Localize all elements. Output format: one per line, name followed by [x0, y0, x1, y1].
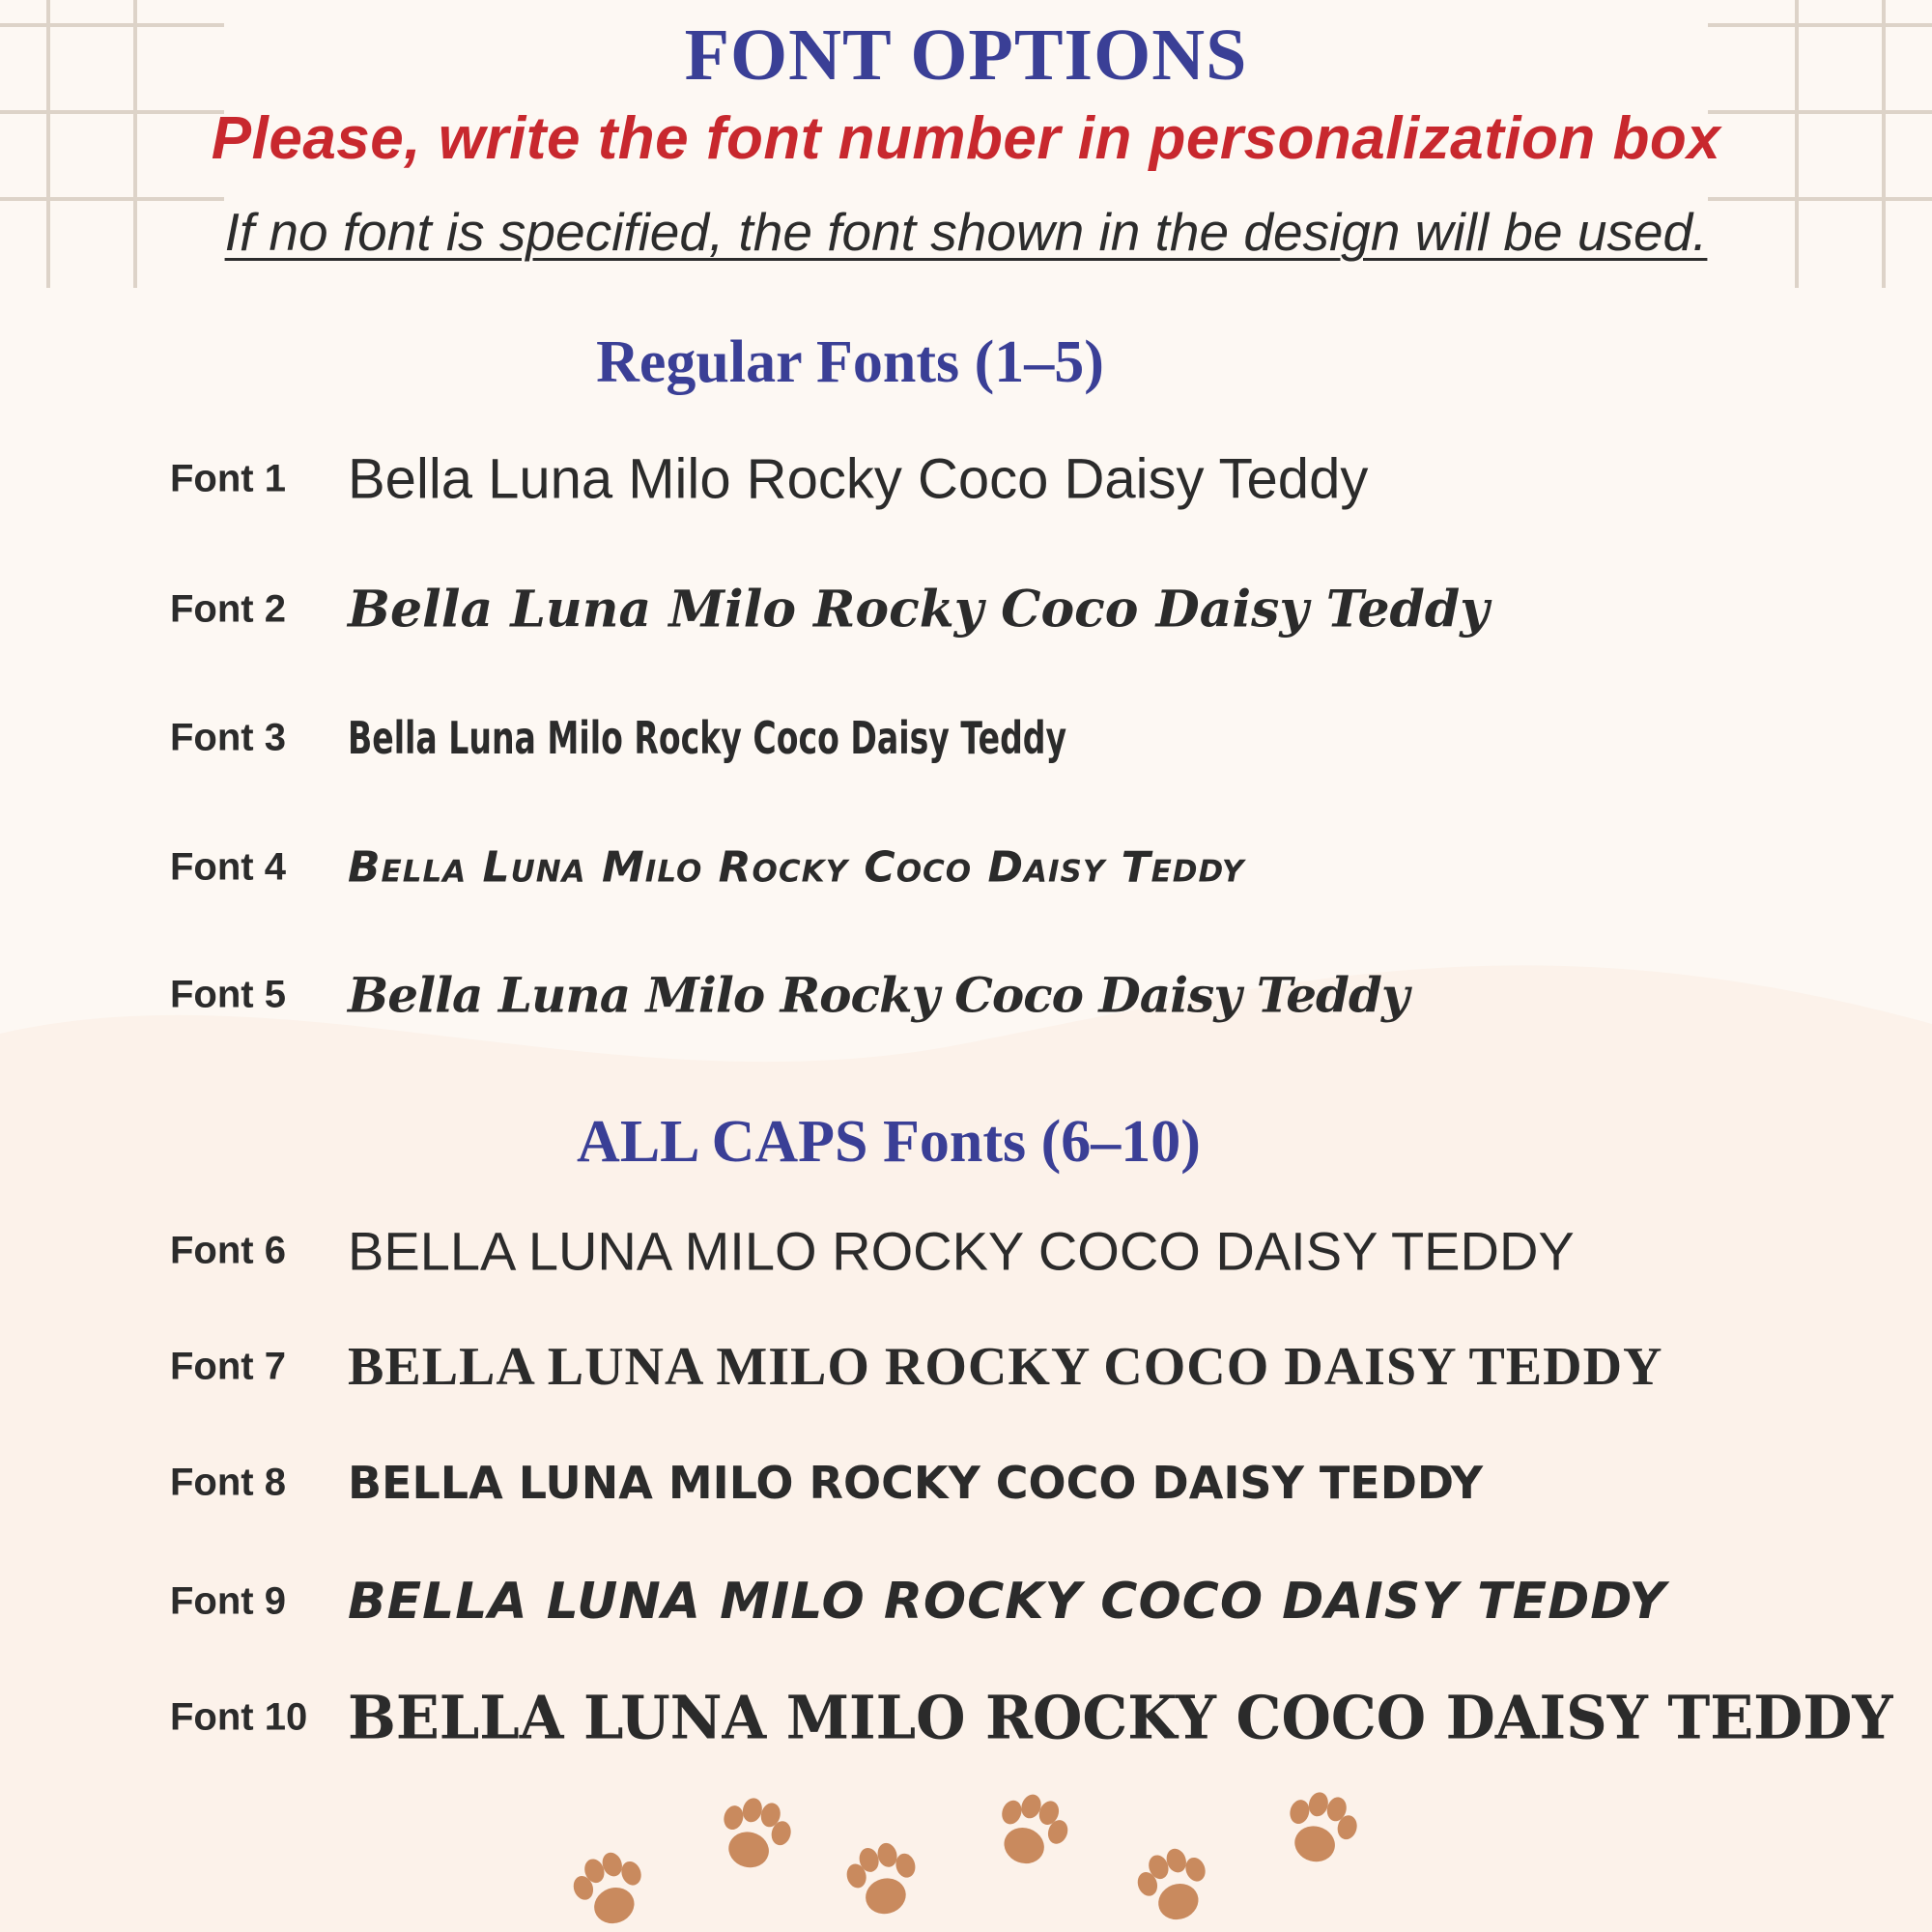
font-label: Font 8	[170, 1461, 286, 1504]
font-sample: BELLA LUNA MILO ROCKY COCO DAISY TEDDY	[348, 1573, 1667, 1631]
page-title: FONT OPTIONS	[684, 14, 1248, 96]
font-row-1	[0, 431, 1932, 527]
font-row-2	[0, 561, 1932, 658]
font-row-10	[0, 1669, 1932, 1766]
font-row-9	[0, 1553, 1932, 1650]
font-label: Font 2	[170, 587, 286, 631]
font-sample: BELLA LUNA MILO ROCKY COCO DAISY TEDDY	[348, 1220, 1575, 1282]
font-sample: BELLA LUNA MILO ROCKY COCO DAISY TEDDY	[348, 1337, 1663, 1397]
font-sample: Bella Luna Milo Rocky Coco Daisy Teddy	[348, 447, 1369, 511]
default-font-note: If no font is specified, the font shown in the design will be used.	[224, 202, 1708, 262]
font-row-5	[0, 947, 1932, 1043]
font-sample: Bella Luna Milo Rocky Coco Daisy Teddy	[348, 966, 1409, 1024]
font-sample: BELLA LUNA MILO ROCKY COCO DAISY TEDDY	[348, 1682, 1893, 1753]
font-sample: BELLA LUNA MILO ROCKY COCO DAISY TEDDY	[348, 1457, 1484, 1509]
font-label: Font 6	[170, 1229, 286, 1272]
font-label: Font 1	[170, 457, 286, 500]
font-sample: Bella Luna Milo Rocky Coco Daisy Teddy	[348, 712, 1067, 764]
font-sample: Bella Luna Milo Rocky Coco Daisy Teddy	[348, 580, 1490, 639]
font-row-4	[0, 819, 1932, 916]
section-title-regular: Regular Fonts (1–5)	[596, 329, 1104, 395]
font-label: Font 5	[170, 973, 286, 1016]
font-label: Font 7	[170, 1345, 286, 1388]
font-label: Font 9	[170, 1579, 286, 1623]
font-label: Font 3	[170, 716, 286, 759]
font-row-7	[0, 1319, 1932, 1415]
font-label: Font 4	[170, 845, 286, 889]
instruction-text: Please, write the font number in personalization box	[211, 105, 1721, 172]
font-label: Font 10	[170, 1695, 308, 1739]
font-row-8	[0, 1435, 1932, 1531]
font-row-6	[0, 1203, 1932, 1299]
font-sample: Bella Luna Milo Rocky Coco Daisy Teddy	[348, 842, 1245, 893]
font-row-3	[0, 690, 1932, 786]
section-title-all-caps: ALL CAPS Fonts (6–10)	[577, 1109, 1201, 1175]
